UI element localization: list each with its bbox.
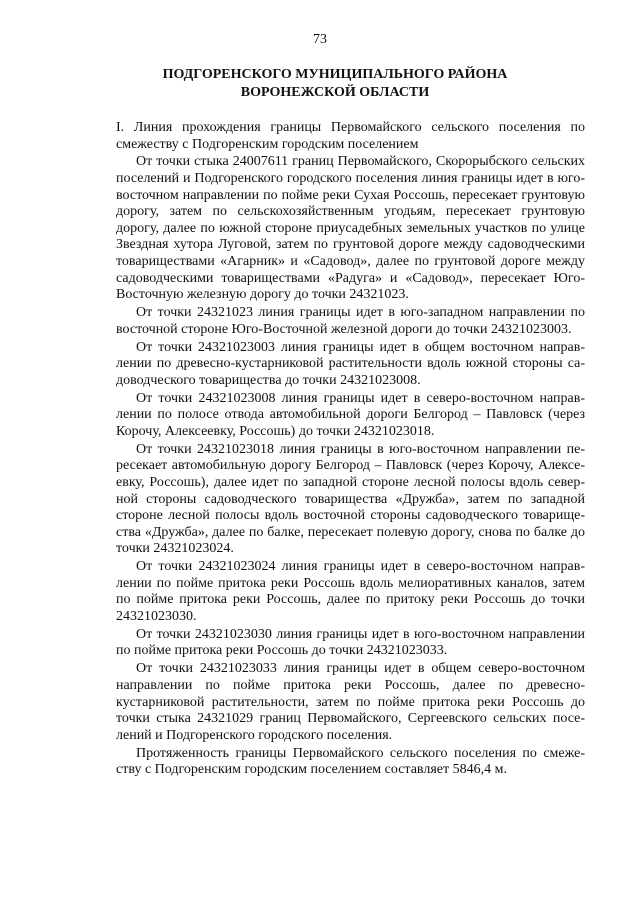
section-heading: I. Линия прохождения границы Первомайского сельского поселения по смежеству с Подгоренским городским поселением [116,120,585,152]
paragraph-9: Протяженность границы Первомайского сельского поселения по смежеству с Подгоренским городским поселением составляет 5846,4 м. [116,745,585,778]
document-body [116,120,585,780]
paragraph-2: От точки 24321023 линия границы идет в юго-западном направлении по восточной стороне Юго-Восточной железной дороги до точки 24321023003. [116,305,585,337]
page-title [80,66,590,102]
paragraph-7: От точки 24321023030 линия границы идет в юго-восточном направлении по пойме притока реки Россошь до точки 24321023033. [116,626,585,659]
paragraph-3: От точки 24321023003 линия границы идет в общем восточном направлении по древесно-кустарниковой растительности вдоль южной стороны садоводческого товарищества до точки 24321023008. [116,339,585,388]
paragraph-4: От точки 24321023008 линия границы идет в северо-восточном направлении по полосе отвода автомобильной дороги Белгород – Павловск (через Коpочу, Алексеевку, Россошь) до точки 24321023018. [116,390,585,439]
paragraph-6: От точки 24321023024 линия границы идет в северо-восточном направлении по пойме притока реки Россошь вдоль мелиоративных каналов, затем по пойме притока реки Россошь, далее по притоку реки Россошь до точки 24321023030. [116,559,585,624]
page-title-line-1: ПОДГОРЕНСКОГО МУНИЦИПАЛЬНОГО РАЙОНА [162,67,508,82]
page-number: 73 [313,32,327,47]
page-title-line-2: ВОРОНЕЖСКОЙ ОБЛАСТИ [240,85,430,100]
paragraph-1: От точки стыка 24007611 границ Первомайского, Скорорыбского сельских поселений и Подгоренского городского поселения линия границы идет в юго-восточном направлении по пойме реки Сухая Россошь, пересекает грунтовую дорогу, затем по сельскохозяйственным угодьям, пересекает грунтовую дорогу, далее по южной стороне приусадебных земельных участков по улице Звездная хутора Луговой, затем по грунтовой дороге между садоводческими товариществами «Агарник» и «Садовод», далее по грунтовой дороге между садоводческими товариществами «Радуга» и «Садовод», пересекает Юго-Восточную железную дорогу до точки 24321023. [116,154,585,303]
paragraph-8: От точки 24321023033 линия границы идет в общем северо-восточном направлении по пойме притока реки Россошь, далее по древесно-кустарниковой растительности, затем по пойме притока реки Россошь до точки стыка 24321029 границ Первомайского, Сергеевского сельских поселений и Подгоренского городского поселения. [116,661,585,743]
paragraph-5: От точки 24321023018 линия границы в юго-восточном направлении пересекает автомобильную дорогу Белгород – Павловск (через Корочу, Алексеевку, Россошь), далее идет по западной стороне лесной полосы вдоль северной стороны садоводческого товарищества «Дружба», затем по западной стороне лесной полосы вдоль восточной стороны садоводческого товарищества «Дружба», далее по балке, пересекает полевую дорогу, снова по балке до точки 24321023024. [116,441,585,557]
